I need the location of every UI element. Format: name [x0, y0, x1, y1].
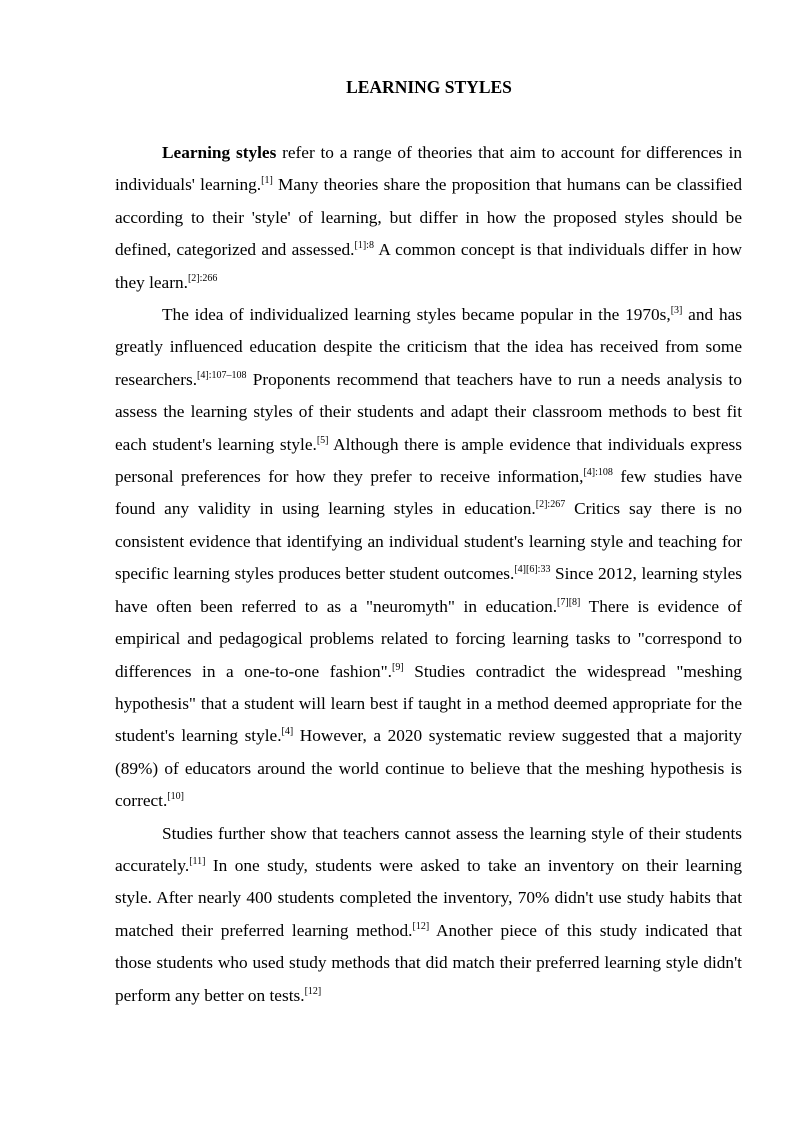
text-run: Studies further show that teachers cannot assess the learning style of their students accurately. [115, 823, 742, 875]
citation-ref: [2]:266 [187, 272, 218, 284]
text-run: refer to a range of theories that aim to account for differences in individuals' learning. [115, 143, 742, 195]
text-run: There is evidence of empirical and pedagogical problems related to forcing learning tasks to "correspond to differences in a one-to-one fashion". [115, 596, 742, 681]
text-run: A common concept is that individuals differ in how they learn. [115, 240, 742, 292]
text-run: few studies have found any validity in using learning styles in education. [115, 467, 742, 519]
text-run: Many theories share the proposition that humans can be classified according to their 'style' of learning, but differ in how the proposed styles should be defined, categorized and assessed. [115, 175, 742, 260]
citation-ref: [11] [189, 855, 206, 867]
text-run: and has greatly influenced education despite the criticism that the idea has received from some researchers. [115, 305, 742, 389]
citation-ref: [12] [304, 985, 322, 997]
document-body [115, 137, 742, 1012]
citation-ref: [10] [167, 791, 184, 803]
text-run: However, a 2020 systematic review suggested that a majority (89%) of educators around the world continue to believe that the meshing hypothesis is correct. [115, 726, 742, 811]
citation-ref: [1] [261, 175, 273, 187]
text-run: Studies contradict the widespread "meshing hypothesis" that a student will learn best if taught in a method deemed appropriate for the student's learning style. [115, 661, 742, 746]
text-run: Critics say there is no consistent evidence that identifying an individual student's learning style and teaching for specific learning styles produces better student outcomes. [115, 499, 742, 584]
citation-ref: [7][8] [557, 596, 581, 608]
citation-ref: [4][6]:33 [514, 564, 551, 576]
citation-ref: [4] [281, 726, 294, 738]
page-title: LEARNING STYLES [346, 77, 512, 97]
citation-ref: [2]:267 [535, 499, 566, 511]
text-run: Proponents recommend that teachers have to run a needs analysis to assess the learning styles of their students and adapt their classroom methods to best fit each student's learning style. [115, 369, 742, 454]
citation-ref: [1]:8 [354, 240, 374, 252]
citation-ref: [3] [670, 305, 683, 317]
text-run: Although there is ample evidence that individuals express personal preferences for how they prefer to receive information, [115, 434, 742, 487]
text-run: In one study, students were asked to take an inventory on their learning style. After nearly 400 students completed the inventory, 70% didn't use study habits that matched their preferred learning method. [115, 855, 742, 940]
text-run: Another piece of this study indicated that those students who used study methods that did match their preferred learning style didn't perform any better on tests. [115, 920, 742, 1005]
paragraph [115, 299, 742, 818]
citation-ref: [4]:107–108 [197, 369, 247, 381]
paragraph [115, 818, 742, 1012]
citation-ref: [12] [412, 920, 430, 932]
citation-ref: [9] [392, 661, 404, 673]
citation-ref: [5] [316, 434, 329, 446]
text-run: Since 2012, learning styles have often been referred to as a "neuromyth" in education. [115, 564, 742, 616]
citation-ref: [4]:108 [583, 467, 613, 479]
text-run: The idea of individualized learning styles became popular in the 1970s, [162, 305, 671, 325]
bold-term: Learning styles [162, 143, 277, 162]
paragraph [115, 137, 742, 299]
